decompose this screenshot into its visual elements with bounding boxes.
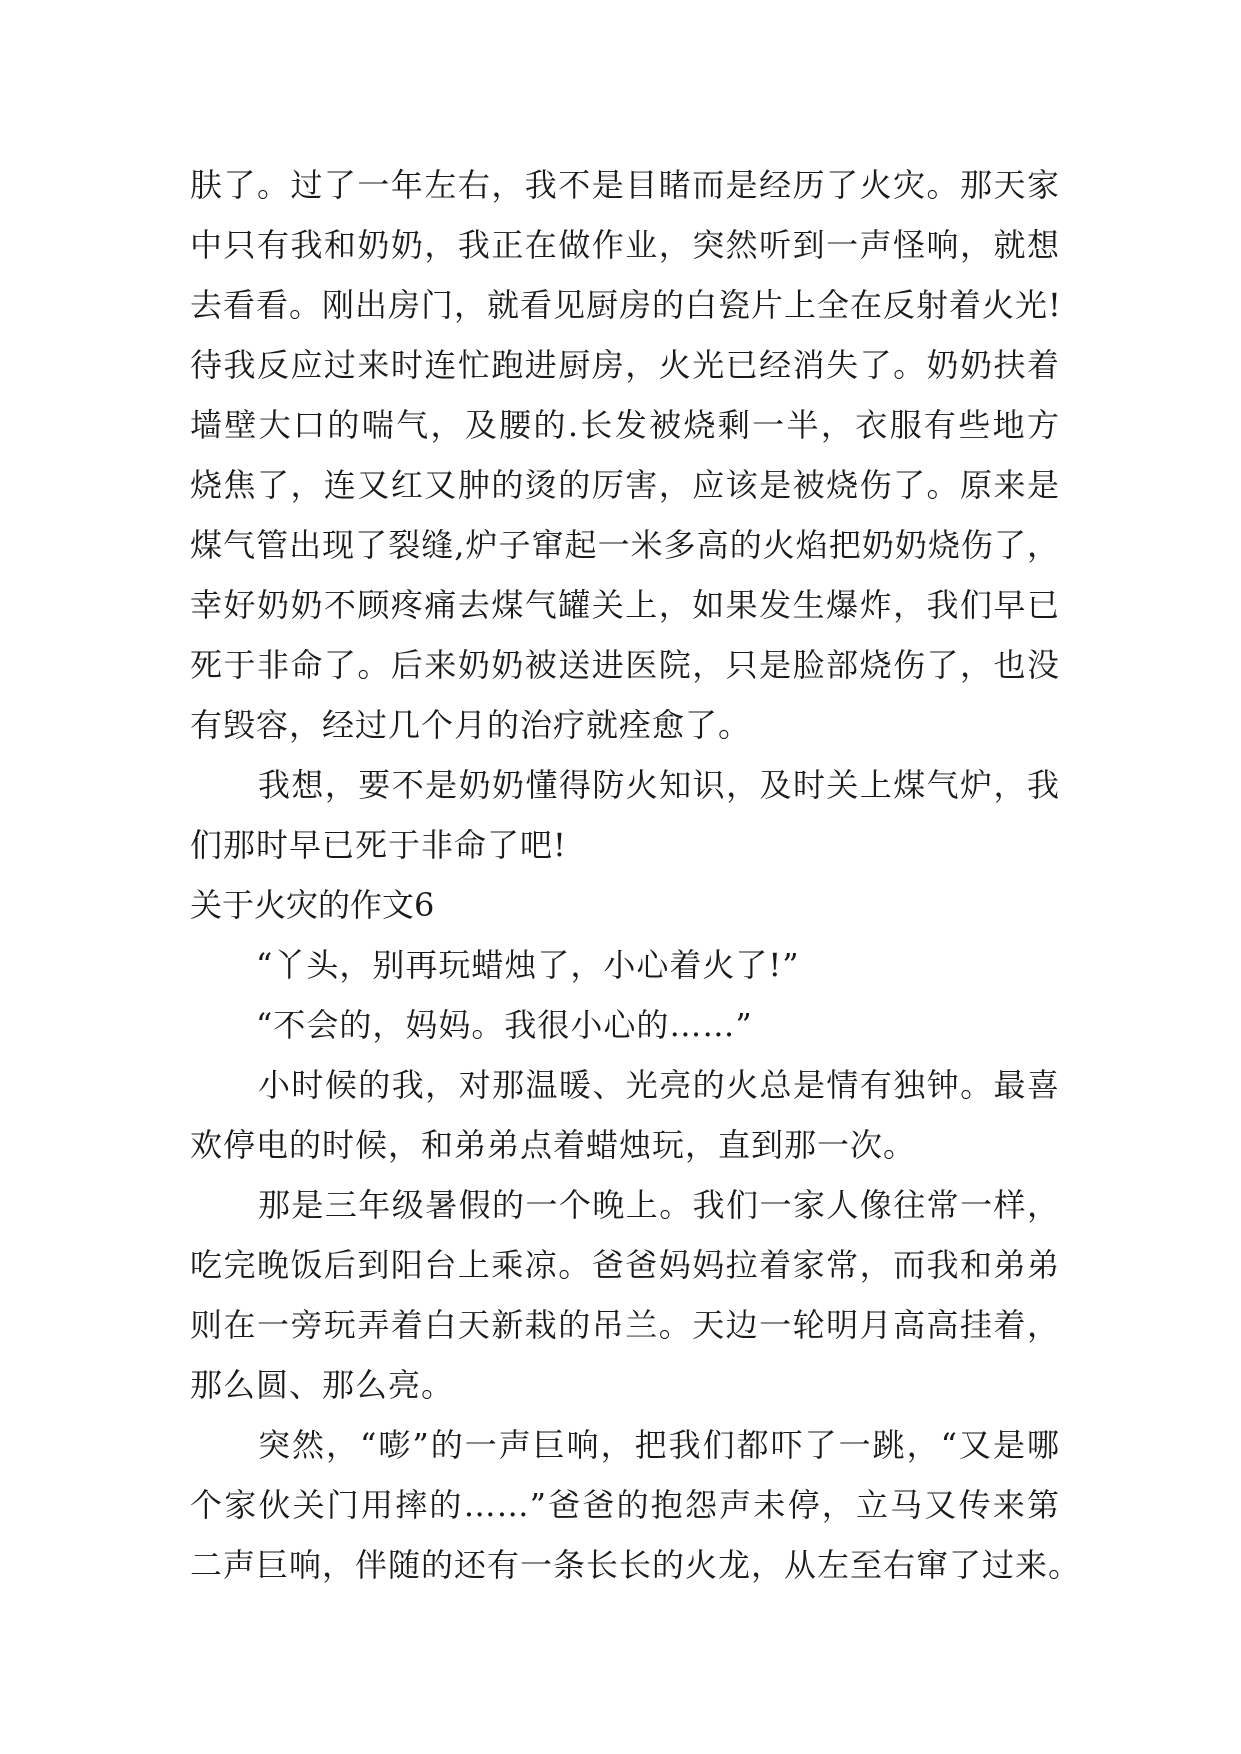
text-line: 突然，“嘭”的一声巨响，把我们都吓了一跳，“又是哪 (258, 1426, 1060, 1464)
text-line: 去看看。刚出房门，就看见厨房的白瓷片上全在反射着火光! (190, 286, 1062, 324)
text-line: 煤气管出现了裂缝,炉子窜起一米多高的火焰把奶奶烧伤了， (190, 526, 1060, 564)
text-line: 有毁容，经过几个月的治疗就痊愈了。 (190, 706, 752, 744)
paragraph (190, 1055, 1060, 1175)
text-line: 死于非命了。后来奶奶被送进医院，只是脸部烧伤了，也没 (190, 646, 1060, 684)
paragraph (190, 1175, 1060, 1415)
dialogue-line: “丫头，别再玩蜡烛了，小心着火了!” (256, 946, 800, 984)
text-line: 二声巨响，伴随的还有一条长长的火龙，从左至右窜了过来。 (190, 1546, 1082, 1584)
text-line: 个家伙关门用摔的……”爸爸的抱怨声未停，立马又传来第 (190, 1486, 1060, 1524)
text-line: 烧焦了，连又红又肿的烫的厉害，应该是被烧伤了。原来是 (190, 466, 1060, 504)
text-line: 我想，要不是奶奶懂得防火知识，及时关上煤气炉，我 (258, 766, 1060, 804)
text-line: 中只有我和奶奶，我正在做作业，突然听到一声怪响，就想 (190, 226, 1060, 264)
paragraph (190, 155, 1060, 755)
document-body (190, 155, 1082, 1595)
text-line: 幸好奶奶不顾疼痛去煤气罐关上，如果发生爆炸，我们早已 (190, 586, 1060, 624)
text-line: 则在一旁玩弄着白天新栽的吊兰。天边一轮明月高高挂着， (190, 1306, 1060, 1344)
text-line: 肤了。过了一年左右，我不是目睹而是经历了火灾。那天家 (190, 166, 1060, 204)
text-line: 小时候的我，对那温暖、光亮的火总是情有独钟。最喜 (258, 1066, 1060, 1104)
paragraph (190, 1415, 1082, 1595)
text-line: 欢停电的时候，和弟弟点着蜡烛玩，直到那一次。 (190, 1126, 917, 1164)
section-heading: 关于火灾的作文6 (190, 886, 435, 924)
paragraph (190, 755, 1060, 875)
text-line: 们那时早已死于非命了吧! (190, 826, 567, 864)
text-line: 吃完晚饭后到阳台上乘凉。爸爸妈妈拉着家常，而我和弟弟 (190, 1246, 1060, 1284)
text-line: 那是三年级暑假的一个晚上。我们一家人像往常一样， (258, 1186, 1060, 1224)
text-line: 那么圆、那么亮。 (190, 1366, 455, 1404)
dialogue-line: “不会的，妈妈。我很小心的……” (256, 1006, 753, 1044)
text-line: 待我反应过来时连忙跑进厨房，火光已经消失了。奶奶扶着 (190, 346, 1060, 384)
text-line: 墙壁大口的喘气，及腰的.长发被烧剩一半，衣服有些地方 (190, 406, 1060, 444)
